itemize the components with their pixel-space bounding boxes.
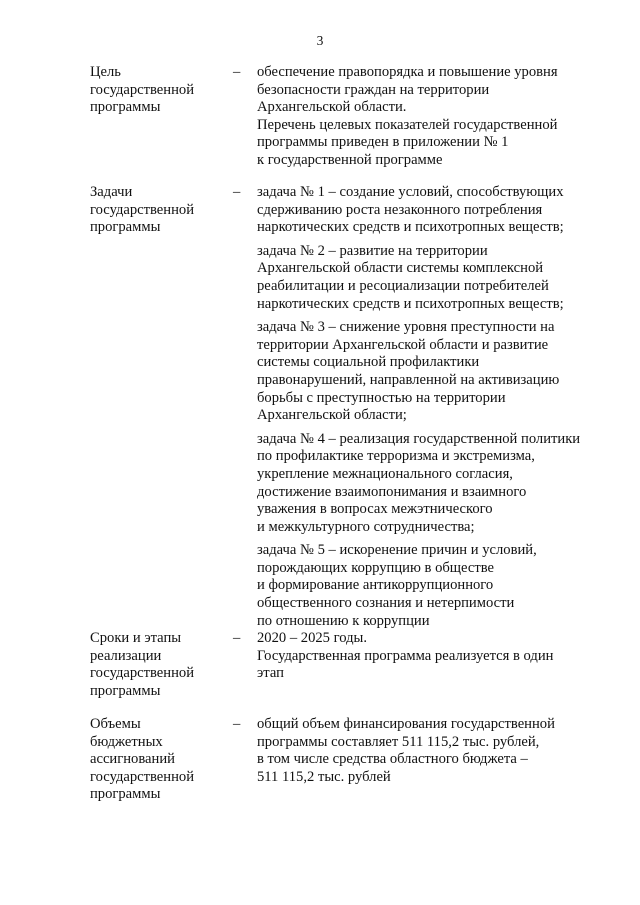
content-paragraph: общий объем финансирования государственной программы составляет 511 115,2 тыс. рублей, в том числе средства областного бюджета – 511 115,2 тыс. рублей	[257, 716, 555, 785]
task-paragraph: задача № 1 – создание условий, способствующих сдерживанию роста незаконного потребления наркотических средств и психотропных веществ;	[257, 184, 564, 236]
row-label: Сроки и этапы реализации государственной программы	[90, 630, 195, 699]
row-label: Цель государственной программы	[90, 64, 195, 116]
content-paragraph: Перечень целевых показателей государственной программы приведен в приложении № 1 к государственной программе	[257, 116, 558, 168]
row-content	[257, 184, 602, 630]
row-dash: –	[233, 184, 241, 200]
row-label: Объемы бюджетных ассигнований государственной программы	[90, 716, 195, 803]
page-number: 3	[316, 33, 324, 48]
task-paragraph: задача № 5 – искоренение причин и условий, порождающих коррупцию в обществе и формирование антикоррупционного общественного сознания и нетерпимости по отношению к коррупции	[257, 542, 537, 629]
content-paragraph: Государственная программа реализуется в один этап	[257, 647, 554, 682]
row-content	[257, 64, 602, 170]
task-paragraph: задача № 4 – реализация государственной политики по профилактике терроризма и экстремизма, укрепление межнационального согласия, достижение взаимопонимания и взаимного уважения в вопросах межэтнического и межкультурного сотрудничества;	[257, 430, 581, 535]
row-dash: –	[233, 64, 241, 80]
task-paragraph: задача № 3 – снижение уровня преступности на территории Архангельской области и развитие системы социальной профилактики правонарушений, направленной на активизацию борьбы с преступностью на территории Архангельской области;	[257, 319, 560, 424]
content-paragraph: обеспечение правопорядка и повышение уровня безопасности граждан на территории Архангельской области.	[257, 64, 558, 116]
row-dash: –	[233, 630, 241, 646]
row-dash: –	[233, 716, 241, 732]
task-paragraph: задача № 2 – развитие на территории Архангельской области системы комплексной реабилитации и ресоциализации потребителей наркотических средств и психотропных веществ;	[257, 242, 564, 312]
row-content	[257, 716, 602, 786]
row-content	[257, 630, 602, 683]
content-paragraph: 2020 – 2025 годы.	[257, 630, 367, 646]
row-label: Задачи государственной программы	[90, 184, 195, 236]
